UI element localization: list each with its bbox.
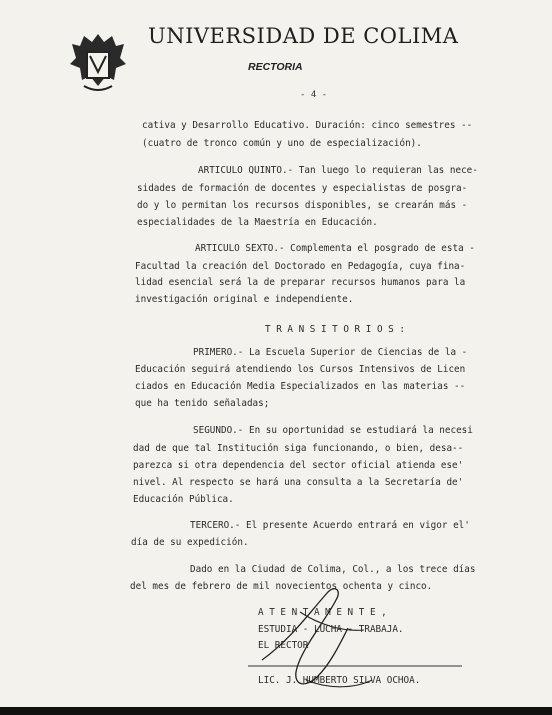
body-line: sidades de formación de docentes y especialistas de posgra- [137,183,468,194]
body-line: parezca si otra dependencia del sector oficial atienda ese' [133,460,464,471]
body-line: Facultad la creación del Doctorado en Pedagogía, cuya fina- [135,261,466,272]
body-line: especialidades de la Maestría en Educación. [137,217,378,228]
motto: ESTUDIA - LUCHA - TRABAJA. [258,624,404,635]
body-line: dad de que tal Institución siga funcionando, o bien, desa-- [133,443,464,454]
signer-name: LIC. J. HUMBERTO SILVA OCHOA. [258,675,421,686]
body-line: (cuatro de tronco común y uno de especialización). [142,138,422,149]
body-line: ciados en Educación Media Especializados en las materias -- [135,381,466,392]
body-line: Educación seguirá atendiendo los Cursos Intensivos de Licen [135,364,466,375]
body-line: lidad esencial será la de preparar recursos humanos para la [135,277,466,288]
signer-role: EL RECTOR [258,640,309,651]
university-coat-of-arms-icon [68,28,128,96]
third-transitory-line: TERCERO.- El presente Acuerdo entrará en vigor el' [190,520,470,531]
first-transitory-line: PRIMERO.- La Escuela Superior de Ciencias de la - [193,347,468,358]
article-fifth-heading-line: ARTICULO QUINTO.- Tan luego lo requieran las nece- [198,165,478,176]
body-line: que ha tenido señaladas; [135,398,270,409]
body-line: cativa y Desarrollo Educativo. Duración: cinco semestres -- [142,120,473,131]
office-name: RECTORIA [248,61,303,73]
second-transitory-line: SEGUNDO.- En su oportunidad se estudiará la necesi [193,425,473,436]
date-line: Dado en la Ciudad de Colima, Col., a los trece días [190,564,476,575]
body-line: investigación original e independiente. [135,294,354,305]
body-line: do y lo permitan los recursos disponibles, se crearán más - [137,200,468,211]
transitory-heading: T R A N S I T O R I O S : [265,324,405,335]
body-line: nivel. Al respecto se hará una consulta a la Secretaría de' [133,477,464,488]
body-line: Educación Pública. [133,494,234,505]
date-line: del mes de febrero de mil novecientos ochenta y cinco. [130,581,433,592]
page-number: - 4 - [300,90,328,100]
article-sixth-heading-line: ARTICULO SEXTO.- Complementa el posgrado de esta - [195,243,475,254]
closing: A T E N T A M E N T E , [258,607,387,618]
scan-edge [0,707,552,715]
body-line: día de su expedición. [131,537,249,548]
institution-name: UNIVERSIDAD DE COLIMA [148,24,459,48]
